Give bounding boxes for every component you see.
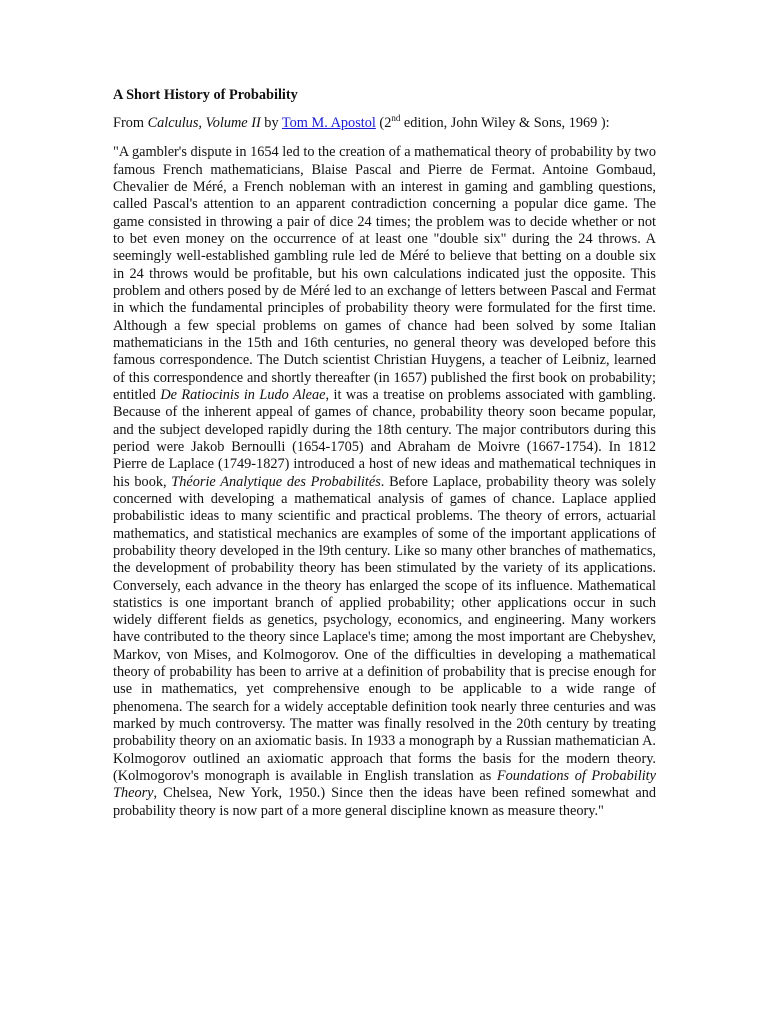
- document-page: [113, 86, 656, 820]
- source-citation: [113, 115, 656, 132]
- quote-italic-title-2: Théorie Analytique des Probabilités: [171, 473, 381, 490]
- quote-part-4: , Chelsea, New York, 1950.) Since then the ideas have been refined somewhat and probability theory is now part of a more general discipline known as measure theory.": [113, 785, 656, 819]
- source-by: by: [260, 115, 282, 131]
- author-link[interactable]: Tom M. Apostol: [281, 115, 376, 131]
- quote-part-1: "A gambler's dispute in 1654 led to the creation of a mathematical theory of probability by two famous French mathematicians, Blaise Pascal and Pierre de Fermat. Antoine Gombaud, Chevalier de Méré, a French nobleman with an interest in gaming and gambling questions, called Pascal's attention to an apparent contradiction concerning a popular dice game. The game consisted in throwing a pair of dice 24 times; the problem was to decide whether or not to bet even money on the occurrence of at least one "double six" during the 24 throws. A seemingly well-established gambling rule led de Méré to believe that betting on a double six in 24 throws would be profitable, but his own calculations indicated just the opposite. This problem and others posed by de Méré led to an exchange of letters between Pascal and Fermat in which the fundamental principles of probability theory were formulated for the first time. Although a few special problems on games of chance had been solved by some Italian mathematicians in the 15th and 16th centuries, no general theory was developed before this famous correspondence. The Dutch scientist Christian Huygens, a teacher of Leibniz, learned of this correspondence and shortly thereafter (in 1657) published the first book on probability; entitled: [113, 144, 656, 403]
- quote-paragraph: [113, 144, 656, 820]
- quote-part-3: . Before Laplace, probability theory was solely concerned with developing a mathematical analysis of games of chance. Laplace applied probabilistic ideas to many scientific and practical problems. The theory of errors, actuarial mathematics, and statistical mechanics are examples of some of the important applications of probability theory developed in the l9th century. Like so many other branches of mathematics, the development of probability theory has been stimulated by the variety of its applications. Conversely, each advance in the theory has enlarged the scope of its influence. Mathematical statistics is one important branch of applied probability; other applications occur in such widely different fields as genetics, psychology, economics, and engineering. Many workers have contributed to the theory since Laplace's time; among the most important are Chebyshev, Markov, von Mises, and Kolmogorov. One of the difficulties in developing a mathematical theory of probability has been to arrive at a definition of probability that is precise enough for use in mathematics, yet comprehensive enough to be applicable to a wide range of phenomena. The search for a widely acceptable definition took nearly three centuries and was marked by much controversy. The matter was finally resolved in the 20th century by treating probability theory on an axiomatic basis. In 1933 a monograph by a Russian mathematician A. Kolmogorov outlined an axiomatic approach that forms the basis for the modern theory. (Kolmogorov's monograph is available in English translation as: [113, 473, 656, 785]
- document-title: A Short History of Probability: [113, 87, 298, 103]
- book-title: Calculus, Volume II: [147, 115, 261, 131]
- source-prefix: From: [113, 115, 148, 131]
- source-paren-open: (2: [375, 115, 392, 131]
- source-edition-rest: edition, John Wiley & Sons, 1969 ):: [400, 115, 610, 131]
- edition-superscript: nd: [391, 113, 401, 124]
- quote-italic-title-1: De Ratiocinis in Ludo Aleae: [160, 386, 326, 403]
- quote-part-2: , it was a treatise on problems associated with gambling. Because of the inherent appeal of games of chance, probability theory soon became popular, and the subject developed rapidly during the 18th century. The major contributors during this period were Jakob Bernoulli (1654-1705) and Abraham de Moivre (1667-1754). In 1812 Pierre de Laplace (1749-1827) introduced a host of new ideas and mathematical techniques in his book,: [113, 386, 657, 490]
- quote-italic-title-3: Foundations of Probability Theory: [113, 768, 656, 802]
